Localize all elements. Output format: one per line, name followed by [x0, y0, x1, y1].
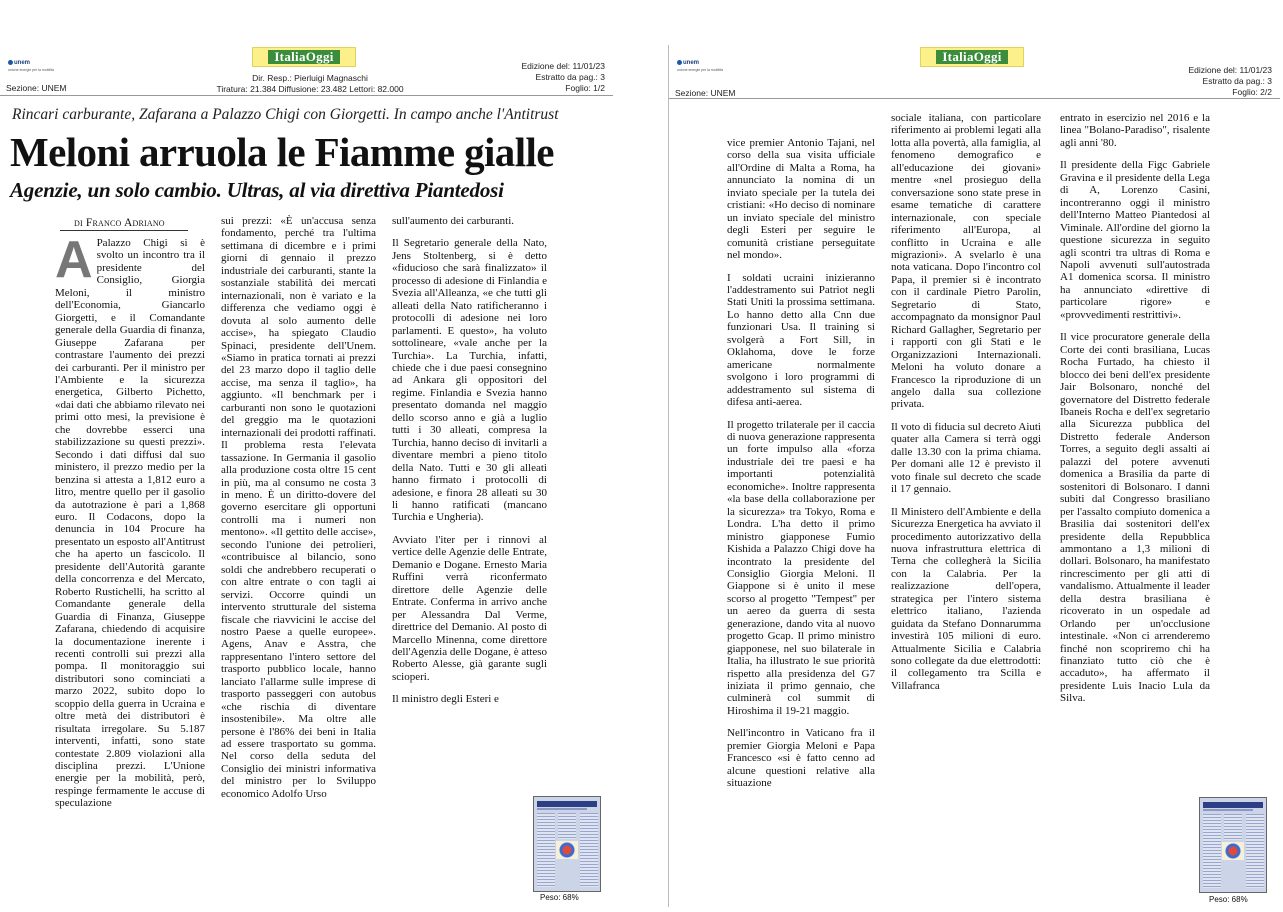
thumbnail-column: [537, 813, 555, 887]
paragraph: sull'aumento dei carburanti.: [392, 215, 515, 227]
page-thumbnail[interactable]: [533, 796, 601, 892]
paragraph: Il voto di fiducia sul decreto Aiuti quater alla Camera si terrà oggi dalle 13.30 con la prima chiama. Per domani alle 12 è previsto il voto finale sul decreto che scade il 17 gennaio.: [891, 420, 1041, 496]
italiaoggi-masthead: [252, 47, 356, 67]
thumbnail-subtitle-bar: [537, 808, 587, 810]
edition-info: [522, 61, 606, 94]
paragraph: vice premier Antonio Tajani, nel corso della sua visita ufficiale all'Ordine di Malta a Roma, ha annunciato la nomina di un inviato speciale per la tutela dei cristiani: «Ho deciso di nominare un inviato speciale del ministro degli Esteri per seguire le comunità cristiane perseguitate nel mondo».: [727, 137, 875, 262]
weight-label: Peso: 68%: [540, 893, 579, 902]
clipping-header: [0, 45, 613, 97]
article-column-2: [891, 112, 1041, 817]
thumbnail-title-bar: [537, 801, 597, 807]
article-column-2: [221, 215, 376, 885]
article-kicker: Rincari carburante, Zafarana a Palazzo Chigi con Giorgetti. In campo anche l'Antitrust: [12, 106, 559, 123]
extract-page: Estratto da pag.: 3: [535, 72, 605, 82]
masthead-label: ItaliaOggi: [936, 50, 1007, 64]
thumbnail-subtitle-bar: [1203, 809, 1253, 811]
paragraph: Nell'incontro in Vaticano fra il premier Giorgia Meloni e Papa Francesco «si è fatto cenno ad alcune questioni relative alla situazione: [727, 727, 875, 790]
italiaoggi-masthead: [920, 47, 1024, 67]
masthead-label: ItaliaOggi: [268, 50, 339, 64]
paragraph: Avviato l'iter per i rinnovi al vertice delle Agenzie delle Entrate, Demanio e Dogane. Ernesto Maria Ruffini verrà riconfermato direttore delle Agenzie delle Entrate. Conferma in arrivo anche per Alessandra Dal Verme, direttrice del Demanio. Al posto di Marcello Minenna, come direttore dell'Agenzia delle Dogane, è atteso Roberto Alesse, già garante sugli scioperi.: [392, 533, 547, 683]
unem-logo-tagline: unione energie per la mobilità: [8, 68, 54, 72]
article-column-3: [392, 215, 547, 750]
paragraph: Il vice procuratore generale della Corte dei conti brasiliana, Lucas Rocha Furtado, ha chiesto il blocco dei beni dell'ex presidente Jair Bolsonaro, nonché del governatore del Distretto federale Ibaneis Rocha e dell'ex segretario alla Sicurezza pubblica del Distretto federale Anderson Torres, a seguito degli assalti ai palazzi del potere avvenuti domenica a Brasilia da parte di sostenitori di Bolsonaro. I danni subiti dal Congresso brasiliano per l'assalto compiuto domenica a Brasilia dai sostenitori dell'ex presidente della Repubblica ammontano a 1,3 milioni di dollari. Bolsonaro, ha manifestato rincrescimento per gli atti di vandalismo. Attualmente il leader della destra brasiliana è ricoverato in un ospedale ad Orlando per un'occlusione intestinale. «Non ci arrenderemo finché non scopriremo chi ha finanziato tutto ciò che è accaduto», ha affermato il presidente Luis Inacio Lula da Silva.: [1060, 331, 1210, 705]
clipping-page-2: [668, 45, 1280, 907]
thumbnail-column: [1224, 814, 1242, 840]
paragraph: sociale italiana, con particolare riferimento ai problemi legati alla lotta alla povertà, alla famiglia, al fenomeno demografico e all'educazione dei giovani» mentre «nel prosieguo della conversazione sono state prese in esame tematiche di carattere internazionale, con speciale riferimento all'Europa, al conflitto in Ucraina e alle migrazioni». A svelarlo è una nota vaticana. Dopo l'incontro col Papa, il premier si è incontrato con il cardinale Pietro Parolin, Segretario di Stato, accompagnato da monsignor Paul Richard Gallagher, Segretario per i rapporti con gli Stati e le Organizzazioni Internazionali. Meloni ha voluto donare a Francesco la riproduzione di un angelo dalla sua collezione privata.: [891, 112, 1041, 411]
director-line: Dir. Resp.: Pierluigi Magnaschi: [252, 73, 368, 83]
header-rule: [669, 98, 1280, 99]
drop-cap: A: [55, 237, 93, 289]
clipping-page-1: [0, 45, 613, 907]
page-gutter: [613, 0, 668, 912]
circulation-line: Tiratura: 21.384 Diffusione: 23.482 Lettori: 82.000: [216, 84, 404, 94]
section-label: Sezione: UNEM: [6, 83, 67, 93]
edition-info: [1189, 65, 1273, 98]
thumbnail-column: [558, 813, 576, 839]
paragraph: Il ministro degli Esteri e: [392, 693, 499, 706]
article-subtitle: Agenzie, un solo cambio. Ultras, al via direttiva Piantedosi: [10, 178, 504, 202]
unem-logo: [677, 57, 737, 72]
unem-logo-name: unem: [683, 59, 700, 66]
thumbnail-column: [1203, 814, 1221, 888]
header-rule: [0, 95, 613, 96]
thumbnail-column: [1246, 814, 1264, 888]
sheet-number: Foglio: 1/2: [565, 83, 605, 93]
unem-logo-tagline: unione energie per la mobilità: [677, 68, 723, 72]
paragraph: Il progetto trilaterale per il caccia di nuova generazione rappresenta un forte impulso alla «forza industriale dei tre paesi e ha importanti potenzialità economiche». Inoltre rappresenta «la base della collaborazione per la sicurezza» tra Tokyo, Roma e Londra. L'ha detto il primo ministro giapponese Fumio Kishida a Palazzo Chigi dove ha incontrato la presidente del Consiglio Giorgia Meloni. Il Giappone si è unito il mese scorso al progetto "Tempest" per un aereo da guerra di sesta generazione, dando vita al nuovo progetto Gcap. Il primo ministro giapponese, nel suo bilaterale in Italia, ha illustrato le sue priorità rispetto alla presidenza del G7 iniziata il primo gennaio, che culminerà col summit di Hiroshima il 19-21 maggio.: [727, 418, 875, 717]
section-label: Sezione: UNEM: [675, 88, 736, 98]
paragraph: Il Ministero dell'Ambiente e della Sicurezza Energetica ha avviato il procedimento autorizzativo della nuova infrastruttura elettrica di Terna che collegherà la Sicilia con la Calabria. Per la realizzazione dell'opera, strategica per l'intero sistema elettrico italiano, l'azienda guidata da Stefano Donnarumma investirà 105 milioni di euro. Attualmente Sicilia e Calabria sono collegate da due elettrodotti: il collegamento tra Scilla e Villafranca: [891, 505, 1041, 692]
article-title: Meloni arruola le Fiamme gialle: [10, 129, 554, 175]
unem-logo-dot-icon: [8, 60, 13, 65]
extract-page: Estratto da pag.: 3: [1202, 76, 1272, 86]
thumbnail-image: [556, 841, 578, 859]
byline-rule: [60, 230, 188, 231]
thumbnail-column: [580, 813, 598, 887]
thumbnail-title-bar: [1203, 802, 1263, 808]
paragraph: Palazzo Chigi si è svolto un incontro tra il presidente del Consiglio, Giorgia Meloni, il ministro dell'Economia, Giancarlo Giorgetti, e il Comandante generale della Guardia di finanza, Giuseppe Zafarana per contrastare l'aumento dei prezzi dei carburanti. Per il ministro per l'Ambiente e la sicurezza energetica, Gilberto Pichetto, «dai dati che abbiamo rilevato nei primi otto mesi, la previsione è che dovrebbe esserci una stabilizzazione su questi prezzi». Secondo i dati diffusi dal suo ministero, il prezzo medio per la benzina si attesta a 1,812 euro a litro, mentre quello per il gasolio da autotrazione è pari a 1,868 euro. Il Codacons, dopo la denuncia in 104 Procure ha presentato un esposto all'Antitrust che ha aperto un fascicolo. Il presidente dell'Autorità garante della concorrenza e del Mercato, Roberto Rustichelli, ha scritto al Comandante generale della Guardia di Finanza, Giuseppe Zafarana, chiedendo di acquisire la documentazione inerente i recenti controlli sui prezzi alla pompa. Il monitoraggio sui distributori sono cominciati a marzo 2022, subito dopo lo scoppio della guerra in Ucraina e oltre metà dei distributori è risultata irregolare. Su 5.187 interventi, infatti, sono state contestate 2.809 violazioni alla disciplina prezzi. L'Unione energie per la mobilità, però, respinge fermamente le accuse di speculazione: [55, 237, 205, 810]
unem-logo-name: unem: [14, 59, 31, 66]
article-column-3: [1060, 112, 1210, 762]
article-column-1: [55, 237, 205, 892]
paragraph: entrato in esercizio nel 2016 e la linea "Bolano-Paradiso", risalente agli anni '80.: [1060, 112, 1210, 149]
edition-date: Edizione del: 11/01/23: [521, 61, 605, 71]
clipping-header: [669, 45, 1280, 97]
paragraph: sui prezzi: «È un'accusa senza fondamento, perché tra l'ultima settimana di dicembre e i primi giorni di gennaio il prezzo industriale dei carburanti, stante la sostanziale stabilità dei mercati internazionali, non è variato e la differenza che vediamo oggi è dovuta al solo aumento delle accise», ha spiegato Claudio Spinaci, presidente dell'Unem. «Siamo in pratica tornati ai prezzi del 23 marzo dopo il taglio delle accise, ma senza il taglio», ha aggiunto. «Il benchmark per i carburanti non sono le quotazioni del greggio ma le quotazioni internazionali dei prodotti raffinati. Il problema resta l'elevata tassazione. In Germania il gasolio alla produzione costa oltre 15 cent in più, ma al consumo ne costa 3 in meno. È un diritto-dovere del governo esercitare gli opportuni controlli ma i numeri non mentono». «Il gettito delle accise», secondo l'unione dei petrolieri, «contribuisce al bilancio, sono soldi che andrebbero recuperati o con altre entrate o con tagli ai servizi. Occorre quindi un intervento strutturale del sistema fiscale che riavvicini le accise del nostro Paese a quelle europee». Agens, Anav e Asstra, che rappresentano l'intero settore del trasporto pubblico locale, hanno lanciato l'allarme sulle imprese di trasporto passeggeri con autobus «che rischia di diventare insostenibile». Ma oltre alle persone è l'86% dei beni in Italia ad essere trasportato su gomma. Nel corso della seduta del Consiglio dei ministri informativa del ministro per lo Sviluppo economico Adolfo Urso: [221, 215, 376, 800]
edition-date: Edizione del: 11/01/23: [1188, 65, 1272, 75]
sheet-number: Foglio: 2/2: [1232, 87, 1272, 97]
paragraph: Il Segretario generale della Nato, Jens Stoltenberg, si è detto «fiducioso che sarà finalizzato» il processo di adesione di Finlandia e Svezia all'Alleanza, «e che tutti gli alleati della Nato ratificheranno i protocolli di adesione nei loro parlamenti. E questo», ha voluto sottolineare, «vale anche per la Turchia». La Turchia, infatti, chiede che i due paesi consegnino ad Ankara gli oppositori del regime. Finlandia e Svezia hanno presentato domanda nel maggio dello scorso anno e già a luglio tutti i 30 alleati, compresa la Turchia, hanno deciso di invitarli a diventare membri a pieno titolo della Nato. Tutti e 30 gli alleati hanno firmato i protocolli di adesione, e finora 28 alleati su 30 li hanno ratificati (mancano Turchia e Ungheria).: [392, 237, 547, 524]
publication-info: [200, 73, 420, 95]
paragraph: Il presidente della Figc Gabriele Gravina e il presidente della Lega di A, Lorenzo Casini, incontreranno oggi il ministro dell'Interno Matteo Piantedosi al Viminale. All'ordine del giorno la questione sicurezza in seguito agli scontri tra ultras di Roma e Napoli avvenuti sull'autostrada A1 domenica scorsa. Il ministro ha annunciato «direttive di particolare rigore» e «provvedimenti restrittivi».: [1060, 159, 1210, 321]
article-byline: di Franco Adriano: [74, 217, 165, 229]
page-thumbnail[interactable]: [1199, 797, 1267, 893]
unem-logo-dot-icon: [677, 60, 682, 65]
paragraph: I soldati ucraini inizieranno l'addestramento sui Patriot negli Stati Uniti la prossima settimana. Lo hanno detto alla Cnn due funzionari Usa. Il training si svolgerà a Fort Sill, in Oklahoma, dove le forze americane normalmente svolgono i loro programmi di addestramento sul sistema di difesa anti-aerea.: [727, 271, 875, 409]
unem-logo: [8, 57, 68, 72]
weight-label: Peso: 68%: [1209, 895, 1248, 904]
article-column-1: [727, 137, 875, 837]
thumbnail-image: [1222, 842, 1244, 860]
